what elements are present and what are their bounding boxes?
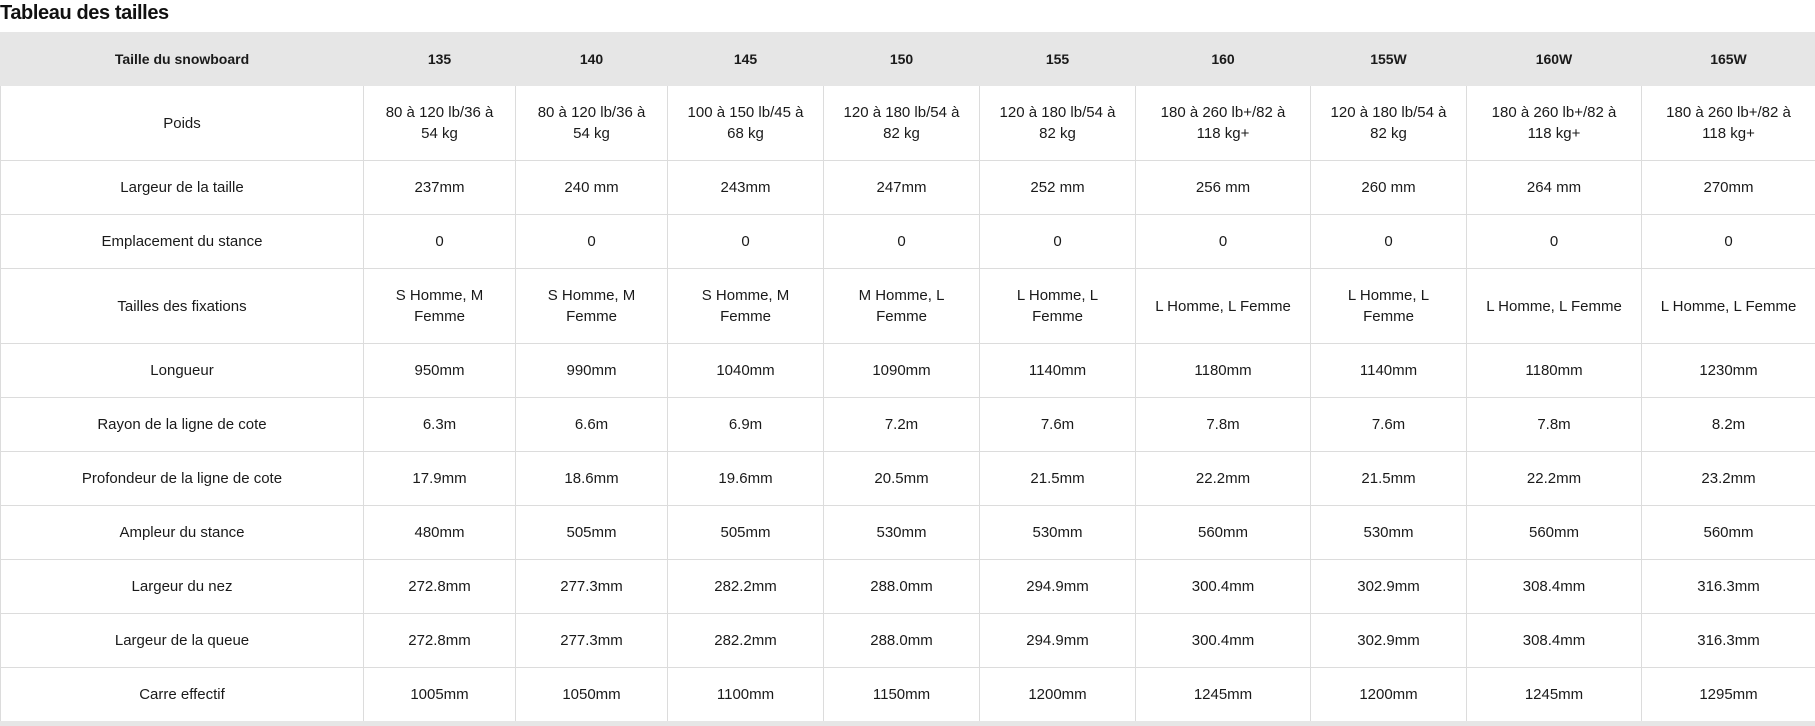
table-row [1, 452, 1815, 506]
table-cell: L Homme, L Femme [1467, 269, 1642, 344]
table-row [1, 344, 1815, 398]
row-label: Carre effectif [1, 668, 364, 722]
table-cell: 530mm [1311, 506, 1467, 560]
table-cell: 180 à 260 lb+/82 à 118 kg+ [1642, 86, 1815, 161]
table-cell: 240 mm [516, 161, 668, 215]
table-cell: 277.3mm [516, 560, 668, 614]
row-label: Tailles des fixations [1, 269, 364, 344]
column-header: 155 [980, 33, 1136, 86]
row-label: Largeur du nez [1, 560, 364, 614]
table-cell: 1005mm [364, 668, 516, 722]
table-cell: 505mm [668, 506, 824, 560]
table-header-row [1, 33, 1815, 86]
table-cell: 6.6m [516, 398, 668, 452]
table-row [1, 398, 1815, 452]
table-cell: 247mm [824, 161, 980, 215]
table-cell: 530mm [824, 506, 980, 560]
table-cell: L Homme, L Femme [1311, 269, 1467, 344]
table-cell: 300.4mm [1136, 614, 1311, 668]
row-label: Emplacement du stance [1, 215, 364, 269]
table-cell: 505mm [516, 506, 668, 560]
table-cell: 7.6m [980, 398, 1136, 452]
table-cell: 1180mm [1136, 344, 1311, 398]
column-header: 145 [668, 33, 824, 86]
table-cell: 0 [1136, 215, 1311, 269]
table-cell: 530mm [980, 506, 1136, 560]
table-cell: 100 à 150 lb/45 à 68 kg [668, 86, 824, 161]
table-cell: 294.9mm [980, 560, 1136, 614]
table-row [1, 215, 1815, 269]
table-cell: 272.8mm [364, 614, 516, 668]
table-cell: 180 à 260 lb+/82 à 118 kg+ [1467, 86, 1642, 161]
table-cell: 8.2m [1642, 398, 1815, 452]
table-cell: 1230mm [1642, 344, 1815, 398]
column-header: 155W [1311, 33, 1467, 86]
table-cell: M Homme, L Femme [824, 269, 980, 344]
row-label: Rayon de la ligne de cote [1, 398, 364, 452]
column-header: 160W [1467, 33, 1642, 86]
table-cell: 560mm [1467, 506, 1642, 560]
table-cell: 1100mm [668, 668, 824, 722]
table-cell: 316.3mm [1642, 560, 1815, 614]
table-cell: 18.6mm [516, 452, 668, 506]
table-cell: 6.9m [668, 398, 824, 452]
table-row [1, 86, 1815, 161]
table-cell: 1150mm [824, 668, 980, 722]
table-row [1, 668, 1815, 722]
table-cell: 0 [824, 215, 980, 269]
column-header: 160 [1136, 33, 1311, 86]
table-cell: 1295mm [1642, 668, 1815, 722]
table-cell: 277.3mm [516, 614, 668, 668]
table-cell: 0 [1467, 215, 1642, 269]
table-cell: 21.5mm [980, 452, 1136, 506]
table-row [1, 614, 1815, 668]
column-header: 150 [824, 33, 980, 86]
table-cell: 0 [980, 215, 1136, 269]
table-cell: 282.2mm [668, 560, 824, 614]
table-cell: 0 [1642, 215, 1815, 269]
row-label: Profondeur de la ligne de cote [1, 452, 364, 506]
table-cell: 316.3mm [1642, 614, 1815, 668]
table-cell: 272.8mm [364, 560, 516, 614]
table-cell: 1180mm [1467, 344, 1642, 398]
table-cell: 1090mm [824, 344, 980, 398]
table-cell: 22.2mm [1467, 452, 1642, 506]
table-cell: 282.2mm [668, 614, 824, 668]
table-cell: 19.6mm [668, 452, 824, 506]
table-cell: 288.0mm [824, 560, 980, 614]
table-cell: 950mm [364, 344, 516, 398]
table-row [1, 161, 1815, 215]
table-cell: 264 mm [1467, 161, 1642, 215]
table-cell: 0 [668, 215, 824, 269]
table-cell: 560mm [1642, 506, 1815, 560]
table-cell: 308.4mm [1467, 614, 1642, 668]
table-cell: 270mm [1642, 161, 1815, 215]
table-cell: 6.3m [364, 398, 516, 452]
table-cell: 1140mm [980, 344, 1136, 398]
row-label: Ampleur du stance [1, 506, 364, 560]
row-label: Largeur de la taille [1, 161, 364, 215]
table-cell: 1200mm [980, 668, 1136, 722]
table-cell: 120 à 180 lb/54 à 82 kg [1311, 86, 1467, 161]
table-cell: 7.6m [1311, 398, 1467, 452]
column-header: Taille du snowboard [1, 33, 364, 86]
table-cell: 20.5mm [824, 452, 980, 506]
table-cell: 1245mm [1136, 668, 1311, 722]
table-cell: 237mm [364, 161, 516, 215]
table-cell: 80 à 120 lb/36 à 54 kg [364, 86, 516, 161]
table-cell: 21.5mm [1311, 452, 1467, 506]
table-cell: L Homme, L Femme [980, 269, 1136, 344]
table-row [1, 560, 1815, 614]
table-cell: 480mm [364, 506, 516, 560]
table-cell: 0 [364, 215, 516, 269]
table-row [1, 506, 1815, 560]
table-cell: 243mm [668, 161, 824, 215]
table-cell: 252 mm [980, 161, 1136, 215]
table-cell: 23.2mm [1642, 452, 1815, 506]
table-cell: 120 à 180 lb/54 à 82 kg [824, 86, 980, 161]
table-cell: 80 à 120 lb/36 à 54 kg [516, 86, 668, 161]
table-footer-strip [0, 721, 1815, 726]
table-cell: 180 à 260 lb+/82 à 118 kg+ [1136, 86, 1311, 161]
page-title: Tableau des tailles [0, 2, 169, 24]
table-cell: 260 mm [1311, 161, 1467, 215]
table-cell: 300.4mm [1136, 560, 1311, 614]
table-cell: 7.8m [1467, 398, 1642, 452]
table-cell: 120 à 180 lb/54 à 82 kg [980, 86, 1136, 161]
table-cell: 1050mm [516, 668, 668, 722]
table-cell: 17.9mm [364, 452, 516, 506]
table-cell: 302.9mm [1311, 560, 1467, 614]
table-cell: 560mm [1136, 506, 1311, 560]
table-cell: 294.9mm [980, 614, 1136, 668]
table-cell: 1040mm [668, 344, 824, 398]
table-cell: 308.4mm [1467, 560, 1642, 614]
table-cell: S Homme, M Femme [516, 269, 668, 344]
column-header: 165W [1642, 33, 1815, 86]
table-cell: 256 mm [1136, 161, 1311, 215]
table-cell: 990mm [516, 344, 668, 398]
column-header: 140 [516, 33, 668, 86]
table-cell: 1140mm [1311, 344, 1467, 398]
table-cell: 0 [1311, 215, 1467, 269]
table-cell: 22.2mm [1136, 452, 1311, 506]
size-chart-table [0, 32, 1815, 722]
row-label: Poids [1, 86, 364, 161]
table-cell: S Homme, M Femme [668, 269, 824, 344]
table-cell: 0 [516, 215, 668, 269]
table-cell: L Homme, L Femme [1136, 269, 1311, 344]
table-cell: 288.0mm [824, 614, 980, 668]
table-cell: 1200mm [1311, 668, 1467, 722]
table-cell: 302.9mm [1311, 614, 1467, 668]
table-row [1, 269, 1815, 344]
table-cell: 7.8m [1136, 398, 1311, 452]
table-cell: S Homme, M Femme [364, 269, 516, 344]
table-cell: L Homme, L Femme [1642, 269, 1815, 344]
table-cell: 1245mm [1467, 668, 1642, 722]
row-label: Largeur de la queue [1, 614, 364, 668]
table-cell: 7.2m [824, 398, 980, 452]
column-header: 135 [364, 33, 516, 86]
row-label: Longueur [1, 344, 364, 398]
